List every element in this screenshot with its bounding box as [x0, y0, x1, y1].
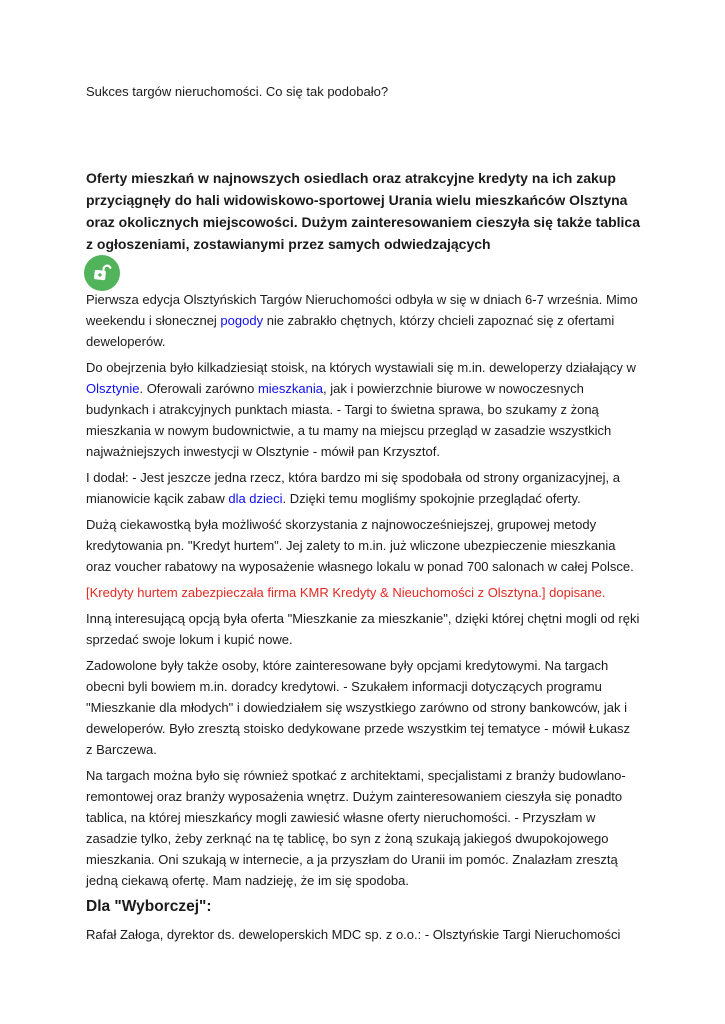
page-kicker: Sukces targów nieruchomości. Co się tak podobało?: [86, 84, 389, 99]
paragraph: Inną interesującą opcją była oferta "Mieszkanie za mieszkanie", dzięki której chętni mogli od ręki sprzedać swoje lokum i kupić nowe.: [86, 611, 640, 647]
paragraph-text: . Oferowali zarówno: [139, 381, 258, 396]
paragraph-text: I dodał: - Jest jeszcze jedna rzecz, która bardzo mi się spodobała od strony organizacyjnej, a mianowicie kącik zabaw: [86, 470, 620, 506]
paragraph-text: nie zabrakło chętnych, którzy chcieli zapoznać się z ofertami deweloperów.: [86, 313, 615, 349]
paragraph: Na targach można było się również spotkać z architektami, specjalistami z branży budowlano-remontowej oraz branży wyposażenia wnętrz. Dużym zainteresowaniem cieszyła się ponadto tablica, na której mieszkańcy mogli zawiesić własne oferty nieruchomości. - Przyszłam w zasadzie tylko, żeby zerknąć na tę tablicę, bo syn z żoną szukają jakiegoś dwupokojowego mieszkania. Oni szukają w internecie, a ja przyszłam do Uranii im pomóc. Znalazłam zresztą jedną ciekawą ofertę. Mam nadzieję, że im się spodoba.: [86, 768, 626, 888]
paragraph-text: Do obejrzenia było kilkadziesiąt stoisk, na których wystawiali się m.in. deweloperzy działający w: [86, 360, 636, 375]
paragraph: Rafał Załoga, dyrektor ds. deweloperskich MDC sp. z o.o.: - Olsztyńskie Targi Nieruchomości: [86, 927, 621, 942]
inline-link[interactable]: pogody: [220, 313, 264, 328]
section-heading: Dla "Wyborczej":: [86, 898, 212, 915]
paragraph: Zadowolone były także osoby, które zainteresowane były opcjami kredytowymi. Na targach obecni byli bowiem m.in. doradcy kredytowi. - Szukałem informacji dotyczących programu "Mieszkanie dla młodych" i dowiedziałem się wszystkiego zarówno od strony bankowców, jak i deweloperów. Było zresztą stoisko dedykowane przede wszystkim tej tematyce - mówił Łukasz z Barczewa.: [86, 658, 631, 757]
open-lock-badge: [84, 255, 120, 291]
paragraph: [86, 357, 640, 462]
paragraph: Dużą ciekawostką była możliwość skorzystania z najnowocześniejszej, grupowej metody kredytowania pn. "Kredyt hurtem". Jej zalety to m.in. już wliczone ubezpieczenie mieszkania oraz voucher rabatowy na wyposażenie własnego lokalu w ponad 700 salonach w całej Polsce.: [86, 517, 634, 574]
annotation-paragraph: [Kredyty hurtem zabezpieczała firma KMR Kredyty & Nieuchomości z Olsztyna.] dopisane.: [86, 585, 606, 600]
inline-link[interactable]: dla dzieci: [228, 491, 283, 506]
paragraph-text: , jak i powierzchnie biurowe w nowoczesnych budynkach i atrakcyjnych punktach miasta. - Targi to świetna sprawa, bo szukamy z żoną mieszkania w nowym budownictwie, a tu mamy na miejscu przegląd w zasadzie wszystkich najważniejszych inwestycji w Olsztynie - mówił pan Krzysztof.: [86, 381, 612, 459]
inline-link[interactable]: Olsztynie: [86, 381, 140, 396]
paragraph-text: . Dzięki temu mogliśmy spokojnie przeglądać oferty.: [282, 491, 581, 506]
open-padlock-icon: [84, 255, 120, 291]
article-lead: Oferty mieszkań w najnowszych osiedlach oraz atrakcyjne kredyty na ich zakup przyciągnęły do hali widowiskowo-sportowej Urania wielu mieszkańców Olsztyna oraz okolicznych miejscowości. Dużym zainteresowaniem cieszyła się także tablica z ogłoszeniami, zostawianymi przez samych odwiedzających: [86, 170, 641, 252]
paragraph: [86, 467, 640, 509]
paragraph: [86, 289, 640, 352]
article-content: [0, 84, 725, 945]
inline-link[interactable]: mieszkania: [257, 381, 323, 396]
paragraph-text: Pierwsza edycja Olsztyńskich Targów Nieruchomości odbyła w się w dniach 6-7 września. Mimo weekendu i słonecznej: [86, 292, 638, 328]
